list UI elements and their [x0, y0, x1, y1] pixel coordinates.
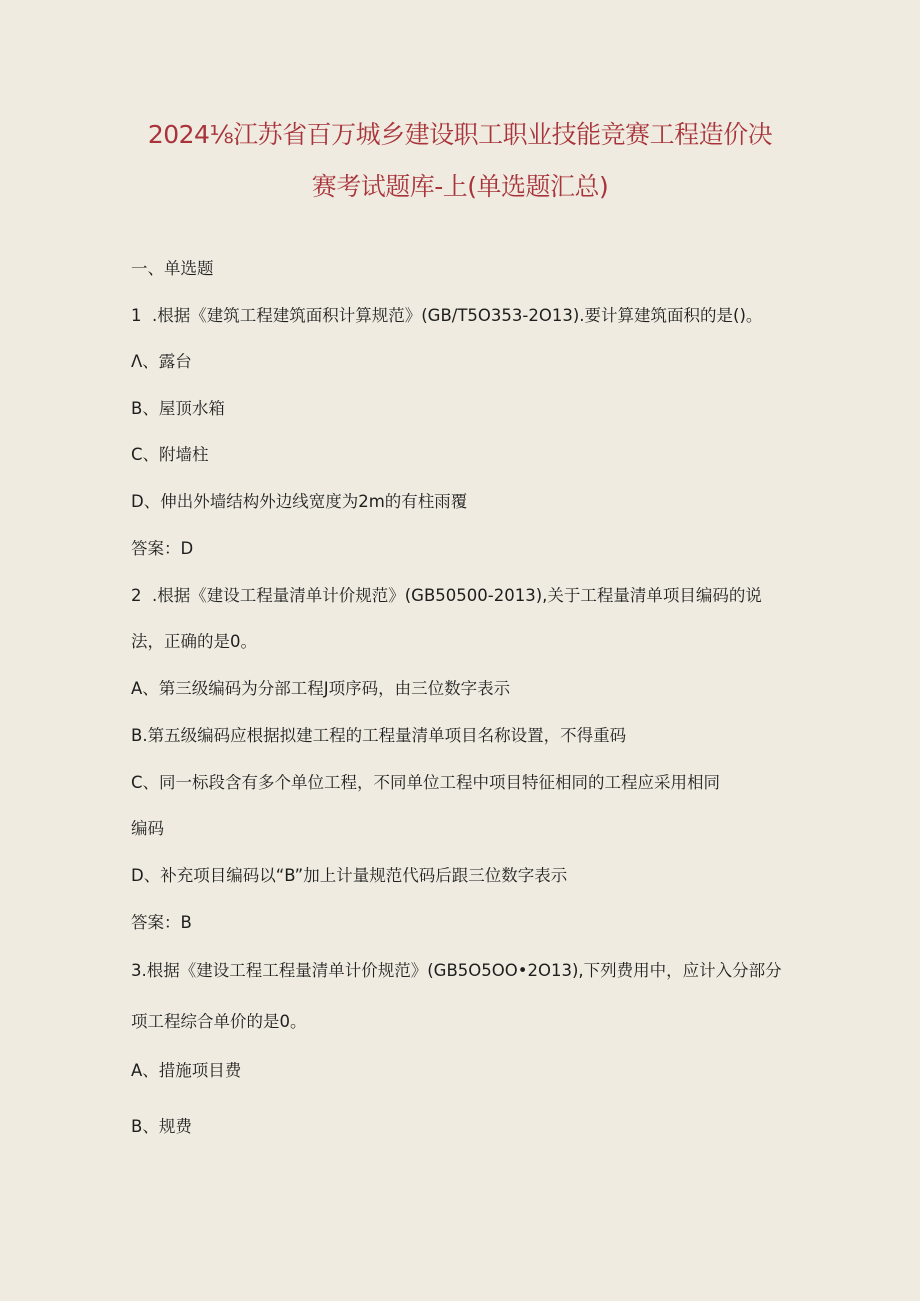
question-1-option-d: D、伸出外墙结构外边线宽度为2m的有柱雨覆 [131, 492, 468, 511]
document-title-line-1: 2024⅛江苏省百万城乡建设职工职业技能竞赛工程造价决 [147, 120, 773, 149]
question-3-option-b: B、规费 [131, 1117, 192, 1136]
question-2-option-b: B.第五级编码应根据拟建工程的工程量清单项目名称设置，不得重码 [131, 726, 627, 745]
document-title-line-2: 赛考试题库-上(单选题汇总) [311, 172, 609, 201]
question-1-answer: 答案：D [131, 539, 194, 558]
question-1-stem: 1 .根据《建筑工程建筑面积计算规范》(GB/T5O353-2O13).要计算建筑面积的是()。 [131, 306, 763, 325]
question-2-option-c-line-1: C、同一标段含有多个单位工程，不同单位工程中项目特征相同的工程应采用相同 [131, 773, 721, 792]
question-2-option-d: D、补充项目编码以“B”加上计量规范代码后跟三位数字表示 [131, 866, 568, 885]
question-2-option-c-line-2: 编码 [131, 819, 164, 838]
question-3-option-a: A、措施项目费 [131, 1061, 242, 1080]
question-1-option-c: C、附墙柱 [131, 445, 209, 464]
question-2-option-a: A、第三级编码为分部工程J项序码，由三位数字表示 [131, 679, 511, 698]
question-2-stem-line-1: 2 .根据《建设工程量清单计价规范》(GB50500-2013),关于工程量清单项目编码的说 [131, 586, 762, 605]
question-1-option-a: Λ、露台 [131, 352, 192, 371]
question-2-stem-line-2: 法，正确的是0。 [131, 632, 257, 651]
question-3-stem-line-2: 项工程综合单价的是0。 [131, 1012, 307, 1031]
question-2-answer: 答案：B [131, 913, 192, 932]
question-3-stem-line-1: 3.根据《建设工程工程量清单计价规范》(GB5O5OO•2O13),下列费用中，应计入分部分 [131, 961, 782, 980]
question-1-option-b: B、屋顶水箱 [131, 399, 225, 418]
section-heading: 一、单选题 [131, 259, 214, 278]
